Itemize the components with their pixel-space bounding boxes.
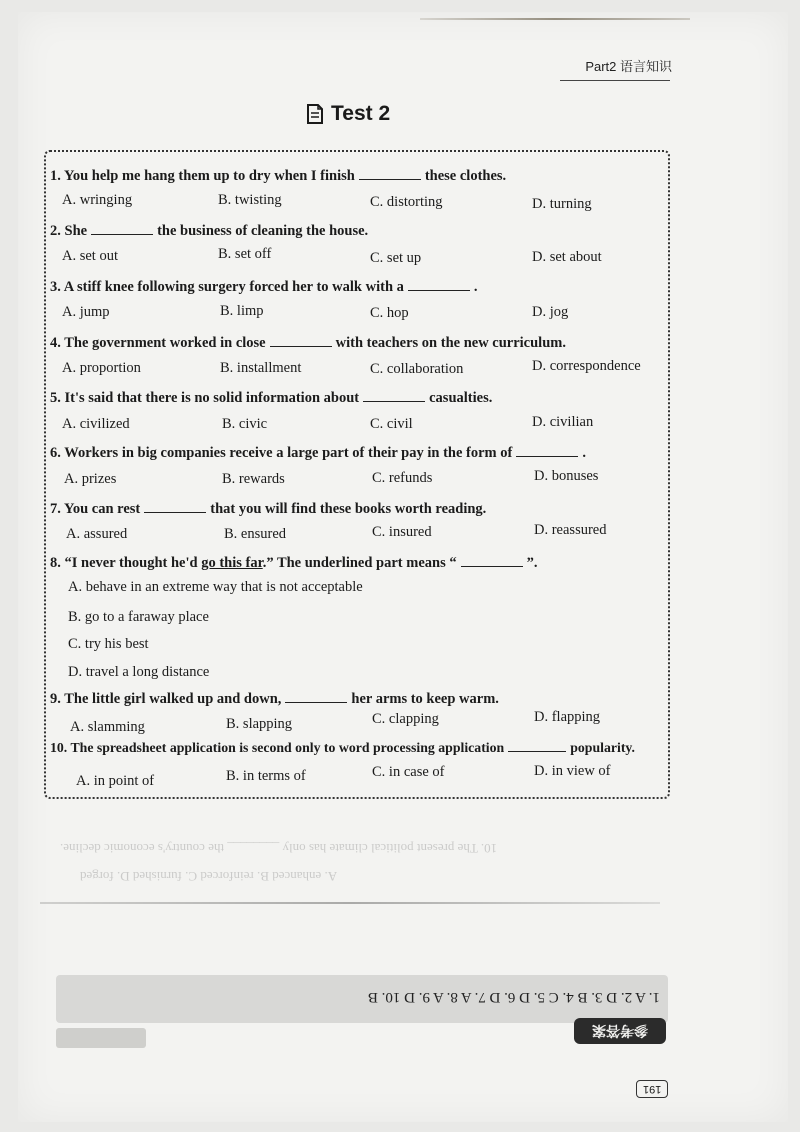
option: B. in terms of: [226, 768, 306, 784]
title-block: [305, 102, 390, 126]
question-8: 8. “I never thought he'd go this far.” The underlined part means “ ”.: [50, 552, 537, 572]
option: C. refunds: [372, 470, 433, 486]
option: A. prizes: [64, 471, 117, 487]
page-title: Test 2: [331, 102, 391, 125]
option: B. limp: [220, 303, 264, 319]
question-4: 4. The government worked in close with teachers on the new curriculum.: [50, 332, 566, 352]
option: B. twisting: [218, 192, 282, 208]
question-10: 10. The spreadsheet application is second only to word processing application popularity.: [50, 737, 635, 756]
answer-blank: [91, 220, 153, 235]
question-7: 7. You can rest that you will find these books worth reading.: [50, 498, 486, 518]
question-1: 1. You help me hang them up to dry when I finish these clothes.: [50, 165, 506, 185]
option: D. in view of: [534, 763, 611, 779]
section-label: Part2 语言知识: [585, 59, 672, 74]
bleed-through-line: A. enhanced B. reinforced C. furnished D. forged: [80, 869, 338, 884]
option: A. assured: [66, 526, 128, 542]
option: A. proportion: [62, 360, 141, 376]
option: C. try his best: [68, 636, 149, 652]
header-rule: [420, 18, 690, 20]
answer-blank: [285, 688, 347, 703]
option: D. bonuses: [534, 468, 599, 484]
document-icon: [305, 103, 325, 125]
option: B. rewards: [222, 471, 285, 487]
option: D. correspondence: [532, 358, 641, 374]
option: B. set off: [218, 246, 272, 262]
answer-blank: [359, 165, 421, 180]
option: D. jog: [532, 304, 569, 320]
option: C. civil: [370, 416, 413, 432]
option: A. civilized: [62, 416, 130, 432]
option: A. behave in an extreme way that is not acceptable: [68, 579, 363, 595]
question-3: 3. A stiff knee following surgery forced her to walk with a .: [50, 276, 478, 296]
answer-blank: [516, 442, 578, 457]
option: C. insured: [372, 524, 432, 540]
option: D. set about: [532, 249, 602, 265]
answer-blank: [508, 737, 566, 752]
option: B. ensured: [224, 526, 287, 542]
answer-blank: [363, 387, 425, 402]
bleed-through-line: 10. The present political climate has only ________ the country's economic decline.: [60, 841, 498, 856]
underlined-phrase: go this far: [201, 555, 263, 571]
answer-blank: [270, 332, 332, 347]
option: B. installment: [220, 360, 302, 376]
question-5: 5. It's said that there is no solid information about casualties.: [50, 387, 492, 407]
option: B. go to a faraway place: [68, 609, 209, 625]
option: D. reassured: [534, 522, 607, 538]
question-2: 2. She the business of cleaning the house.: [50, 220, 368, 240]
option: C. hop: [370, 305, 409, 321]
option: C. clapping: [372, 711, 439, 727]
answer-blank: [461, 552, 523, 567]
answer-blank: [408, 276, 470, 291]
option: C. collaboration: [370, 361, 464, 377]
option: C. distorting: [370, 194, 443, 210]
answer-key-text: 1. A 2. D 3. B 4. C 5. D 6. D 7. A 8. A 9. D 10. B: [367, 989, 660, 1005]
bottom-rule: [40, 902, 660, 904]
answer-key-tab: [56, 1028, 146, 1048]
option: A. slamming: [70, 719, 145, 735]
option: A. set out: [62, 248, 118, 264]
option: B. civic: [222, 416, 268, 432]
option: A. jump: [62, 304, 110, 320]
option: A. in point of: [76, 773, 155, 789]
answer-blank: [144, 498, 206, 513]
page-number: 191: [636, 1080, 668, 1098]
answer-key-badge: 参考答案: [574, 1018, 666, 1044]
option: D. flapping: [534, 709, 601, 725]
question-6: 6. Workers in big companies receive a large part of their pay in the form of .: [50, 442, 586, 462]
header-underline: [560, 80, 670, 81]
option: B. slapping: [226, 716, 293, 732]
question-9: 9. The little girl walked up and down, her arms to keep warm.: [50, 688, 499, 708]
option: D. civilian: [532, 414, 594, 430]
option: A. wringing: [62, 192, 133, 208]
option: D. travel a long distance: [68, 664, 210, 680]
option: C. set up: [370, 250, 422, 266]
option: C. in case of: [372, 764, 445, 780]
option: D. turning: [532, 196, 592, 212]
